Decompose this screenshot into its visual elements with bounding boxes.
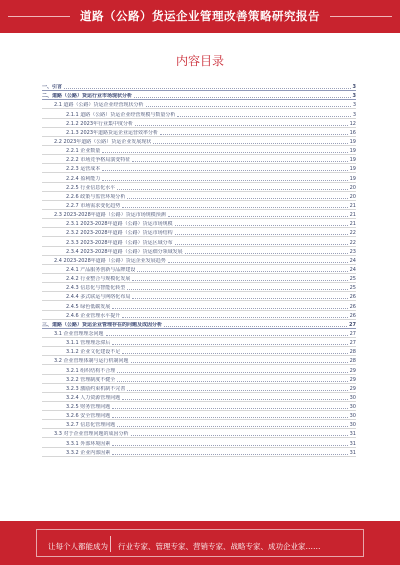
toc-entry-text: 2.3.3 2023-2028年道路（公路）货运区域分布 xyxy=(66,239,173,246)
toc-entry-text: 2.4.6 企业管理水平提升 xyxy=(66,312,121,319)
toc-page-number: 21 xyxy=(349,202,356,209)
toc-leader-dots xyxy=(117,188,347,190)
toc-entry-text: 2.2.7 市场需求变化趋势 xyxy=(66,202,121,209)
toc-entry[interactable] xyxy=(42,384,356,393)
toc-entry-text: 3.2.2 管理制度不健全 xyxy=(66,376,116,383)
toc-page-number: 29 xyxy=(349,385,356,392)
toc-page-number: 30 xyxy=(349,394,356,401)
toc-entry[interactable] xyxy=(42,393,356,402)
toc-entry-text: 2.4.2 行业整合与规模化发展 xyxy=(66,276,131,283)
toc-page-number: 24 xyxy=(349,266,356,273)
toc-entry[interactable] xyxy=(42,256,356,265)
toc-page-number: 3 xyxy=(352,102,356,109)
toc-leader-dots xyxy=(135,124,348,126)
toc-leader-dots xyxy=(112,444,347,446)
toc-leader-dots xyxy=(102,169,347,171)
toc-leader-dots xyxy=(175,233,348,235)
toc-entry[interactable] xyxy=(42,192,356,201)
toc-entry-text: 2.2 2023年道路（公路）货运企业发展现状 xyxy=(54,138,152,145)
toc-entry-text: 3.3.2 企业内部因素 xyxy=(66,449,111,456)
toc-leader-dots xyxy=(131,361,348,363)
toc-entry-text: 2.2.4 盈利能力 xyxy=(66,175,101,182)
toc-entry[interactable] xyxy=(42,119,356,128)
toc-leader-dots xyxy=(137,270,347,272)
footer-bar xyxy=(0,521,400,565)
toc-leader-dots xyxy=(112,416,347,418)
toc-entry-text: 3.2.6 安全管理问题 xyxy=(66,413,111,420)
toc-leader-dots xyxy=(153,142,347,144)
toc-page-number: 22 xyxy=(349,230,356,237)
header-rule-right xyxy=(330,16,392,17)
toc-page-number: 22 xyxy=(349,239,356,246)
toc-leader-dots xyxy=(112,343,347,345)
toc-entry-text: 3.2.5 财务管理问题 xyxy=(66,404,111,411)
toc-leader-dots xyxy=(117,380,347,382)
toc-entry-text: 2.2.6 政策与监管环境分析 xyxy=(66,193,126,200)
toc-leader-dots xyxy=(112,407,347,409)
toc-page-number: 25 xyxy=(349,285,356,292)
toc-leader-dots xyxy=(168,261,348,263)
toc-entry[interactable] xyxy=(42,91,356,100)
toc-entry-text: 三、道路（公路）货运企业管理存在的问题及成因分析 xyxy=(42,321,163,328)
toc-page-number: 28 xyxy=(349,358,356,365)
toc-entry-text: 2.2.2 市场竞争格局演变特征 xyxy=(66,157,131,164)
toc-page-number: 23 xyxy=(349,248,356,255)
toc-leader-dots xyxy=(131,434,348,436)
toc-page-number: 19 xyxy=(349,157,356,164)
toc-leader-dots xyxy=(132,160,347,162)
toc-leader-dots xyxy=(177,115,350,117)
toc-entry[interactable] xyxy=(42,338,356,347)
toc-entry[interactable] xyxy=(42,128,356,137)
toc-entry-text: 2.4.4 多式联运与网络化布局 xyxy=(66,294,131,301)
toc-entry[interactable] xyxy=(42,292,356,301)
toc-leader-dots xyxy=(112,307,347,309)
toc-page-number: 19 xyxy=(349,148,356,155)
toc-entry[interactable] xyxy=(42,311,356,320)
toc-leader-dots xyxy=(102,179,347,181)
toc-leader-dots xyxy=(106,334,348,336)
toc-entry-text: 2.3.4 2023-2028年道路（公路）货运细分领域发展 xyxy=(66,248,183,255)
toc-leader-dots xyxy=(127,389,347,391)
footer-slogan-left: 让每个人都能成为 xyxy=(48,542,108,551)
toc-leader-dots xyxy=(134,96,351,98)
toc-page-number: 31 xyxy=(349,449,356,456)
toc-entry[interactable] xyxy=(42,420,356,429)
toc-page-number: 21 xyxy=(349,212,356,219)
footer-slogan-right: 行业专家、管理专家、营销专家、战略专家、成功企业家…… xyxy=(118,542,321,551)
toc-entry[interactable] xyxy=(42,82,356,91)
toc-leader-dots xyxy=(122,352,347,354)
toc-page-number: 28 xyxy=(349,349,356,356)
toc-entry-text: 3.2.7 信息化管理问题 xyxy=(66,422,116,429)
toc-entry[interactable] xyxy=(42,183,356,192)
toc-entry-text: 2.1.2 2023年行业集中度分析 xyxy=(66,120,134,127)
toc-page-number: 27 xyxy=(349,330,356,337)
report-title: 道路（公路）货运企业管理改善策略研究报告 xyxy=(80,9,320,23)
toc-page-number: 31 xyxy=(349,431,356,438)
toc-entry[interactable] xyxy=(42,219,356,228)
toc-entry[interactable] xyxy=(42,173,356,182)
toc-entry[interactable] xyxy=(42,265,356,274)
toc-leader-dots xyxy=(112,453,347,455)
toc-page-number: 19 xyxy=(349,175,356,182)
toc-entry-text: 2.2.3 运营成本 xyxy=(66,166,101,173)
toc-entry-text: 3.2 企业管理体制与运行机制问题 xyxy=(54,358,129,365)
toc-leader-dots xyxy=(132,297,347,299)
toc-leader-dots xyxy=(102,151,347,153)
toc-page-number: 26 xyxy=(349,294,356,301)
toc-page-number: 20 xyxy=(349,184,356,191)
toc-page-number: 31 xyxy=(349,440,356,447)
toc-page-number: 3 xyxy=(352,111,356,118)
toc-entry[interactable] xyxy=(42,438,356,447)
toc-leader-dots xyxy=(122,398,347,400)
toc-entry-text: 3.1 企业管理理念问题 xyxy=(54,330,104,337)
toc-page-number: 16 xyxy=(349,129,356,136)
toc-page-number: 3 xyxy=(352,84,356,91)
toc-page-number: 26 xyxy=(349,303,356,310)
toc-page-number: 30 xyxy=(349,413,356,420)
header-bar xyxy=(0,0,400,33)
toc-entry[interactable] xyxy=(42,237,356,246)
toc-entry-text: 3.2.3 激励约束机制不完善 xyxy=(66,385,126,392)
toc-entry[interactable] xyxy=(42,320,356,329)
toc-entry-text: 3.1.2 企业文化建设不足 xyxy=(66,349,121,356)
toc-page-number: 3 xyxy=(352,93,356,100)
toc-entry-text: 2.3 2023-2028年道路（公路）货运市场规模预测 xyxy=(54,212,166,219)
toc-entry[interactable] xyxy=(42,137,356,146)
toc-entry[interactable] xyxy=(42,100,356,109)
toc-entry-text: 3.2.4 人力资源管理问题 xyxy=(66,394,121,401)
toc-leader-dots xyxy=(164,325,347,327)
toc-entry-text: 3.3.1 外部环境因素 xyxy=(66,440,111,447)
toc-entry[interactable] xyxy=(42,228,356,237)
toc-heading: 内容目录 xyxy=(175,54,224,68)
toc-entry-text: 2.2.5 行业信息化水平 xyxy=(66,184,116,191)
toc-page-number: 27 xyxy=(349,340,356,347)
toc-leader-dots xyxy=(146,105,351,107)
toc-entry[interactable] xyxy=(42,347,356,356)
toc-leader-dots xyxy=(168,215,348,217)
toc-page-number: 29 xyxy=(349,376,356,383)
toc-page-number: 19 xyxy=(349,138,356,145)
toc-page-number: 19 xyxy=(349,166,356,173)
toc-leader-dots xyxy=(64,87,351,89)
toc-page-number: 29 xyxy=(349,367,356,374)
toc-entry[interactable] xyxy=(42,402,356,411)
toc-entry-text: 2.4.3 信息化与智能化转型 xyxy=(66,285,126,292)
toc-page-number: 21 xyxy=(349,221,356,228)
toc-entry[interactable] xyxy=(42,375,356,384)
toc-leader-dots xyxy=(117,425,347,427)
toc-entry-text: 2.4.5 绿色低碳发展 xyxy=(66,303,111,310)
toc-entry[interactable] xyxy=(42,164,356,173)
toc-entry-text: 2.3.1 2023-2028年道路（公路）货运市场规模 xyxy=(66,221,173,228)
toc-entry[interactable] xyxy=(42,109,356,118)
toc-entry-text: 二、道路（公路）货运行业市场现状分析 xyxy=(42,93,133,100)
toc-page-number: 24 xyxy=(349,257,356,264)
toc-entry-text: 2.3.2 2023-2028年道路（公路）货运市场结构 xyxy=(66,230,173,237)
toc-entry-text: 3.2.1 组织结构不合理 xyxy=(66,367,116,374)
toc-entry[interactable] xyxy=(42,429,356,438)
toc-entry[interactable] xyxy=(42,247,356,256)
toc-entry[interactable] xyxy=(42,448,356,457)
toc-entry[interactable] xyxy=(42,201,356,210)
toc-leader-dots xyxy=(160,133,348,135)
toc-entry-text: 一、引言 xyxy=(42,84,63,91)
toc-entry[interactable] xyxy=(42,155,356,164)
toc-entry[interactable] xyxy=(42,411,356,420)
toc-leader-dots xyxy=(175,243,348,245)
toc-entry[interactable] xyxy=(42,146,356,155)
toc-entry-text: 3.3 对于企业管理问题的成因分析 xyxy=(54,431,129,438)
toc-entry-text: 2.1 道路（公路）货运企业经营现状分析 xyxy=(54,102,144,109)
toc-page-number: 27 xyxy=(349,321,356,328)
toc-entry[interactable] xyxy=(42,274,356,283)
toc-leader-dots xyxy=(122,316,347,318)
toc-leader-dots xyxy=(175,224,348,226)
toc-page-number: 20 xyxy=(349,193,356,200)
toc-entry[interactable] xyxy=(42,365,356,374)
toc-entry[interactable] xyxy=(42,356,356,365)
toc-entry[interactable] xyxy=(42,301,356,310)
toc-leader-dots xyxy=(127,288,347,290)
toc-leader-dots xyxy=(127,197,347,199)
footer-divider xyxy=(110,536,111,552)
toc-entry-text: 2.2.1 企业数量 xyxy=(66,148,101,155)
toc-entry-text: 2.4.1 产品服务创新与品牌建设 xyxy=(66,266,136,273)
toc-page-number: 25 xyxy=(349,276,356,283)
toc-page-number: 26 xyxy=(349,312,356,319)
toc-entry[interactable] xyxy=(42,210,356,219)
table-of-contents xyxy=(42,82,356,457)
toc-entry[interactable] xyxy=(42,283,356,292)
toc-page-number: 12 xyxy=(349,120,356,127)
toc-leader-dots xyxy=(117,371,347,373)
toc-page-number: 30 xyxy=(349,404,356,411)
toc-entry-text: 3.1.1 管理理念滞后 xyxy=(66,340,111,347)
toc-leader-dots xyxy=(132,279,347,281)
toc-page-number: 30 xyxy=(349,422,356,429)
toc-leader-dots xyxy=(185,252,348,254)
toc-entry[interactable] xyxy=(42,329,356,338)
toc-leader-dots xyxy=(122,206,347,208)
toc-entry-text: 2.1.1 道路（公路）货运企业经营规模与数量分析 xyxy=(66,111,176,118)
toc-entry-text: 2.4 2023-2028年道路（公路）货运企业发展趋势 xyxy=(54,257,166,264)
toc-entry-text: 2.1.3 2023年道路货运企业运营效率分析 xyxy=(66,129,159,136)
